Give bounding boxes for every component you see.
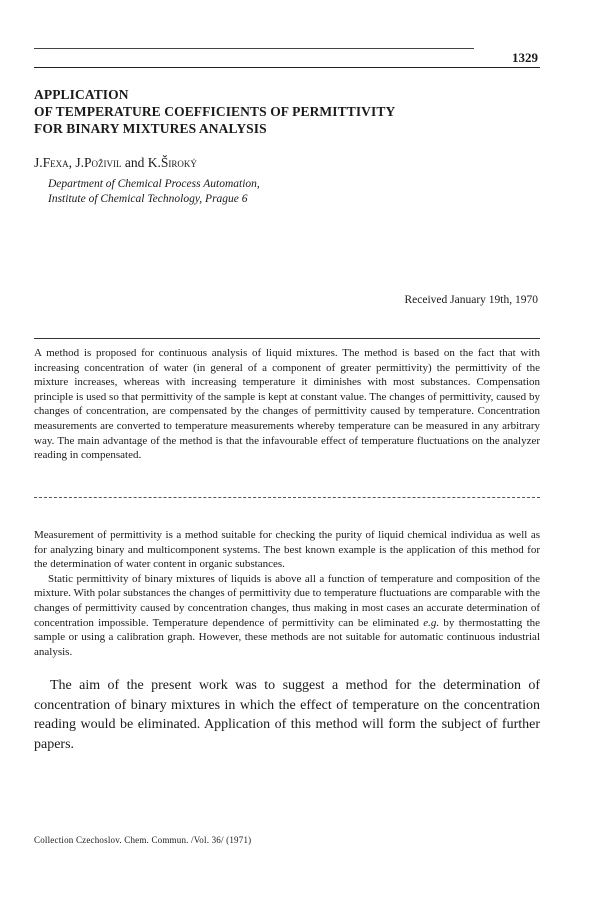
paragraph-1: Measurement of permittivity is a method suitable for checking the purity of liquid chemical individua as well as for analyzing binary and multicomponent systems. The best known example is the application of this method for the determination of water content in organic substances.: [34, 529, 540, 571]
author-2-initial: J.: [75, 155, 85, 170]
paragraph-2: [34, 572, 540, 660]
author-separator-2: and: [121, 155, 148, 170]
paragraph-3: The aim of the present work was to suggest a method for the determination of concentration of binary mixtures in which the effect of temperature on the concentration reading would be eliminated. Application of this method will form the subject of further papers.: [34, 678, 540, 752]
paragraph-2-start: Static permittivity of binary mixtures of liquids is above all a function of temperature and composition of the mixture. With polar substances the changes of permittivity due to temperature fluctuations are comparable with the changes of permittivity caused by concentration changes, thus making in most cases an accurate determination of concentration impossible. Temperature dependence of permittivity can be eliminated: [34, 572, 540, 629]
abstract-top-rule: [34, 338, 540, 339]
introduction-text: [34, 528, 540, 659]
journal-footer: Collection Czechoslov. Chem. Commun. /Vol. 36/ (1971): [34, 835, 252, 845]
affiliation: [48, 177, 260, 207]
author-list: [34, 155, 197, 171]
received-date: Received January 19th, 1970: [404, 294, 538, 306]
affiliation-line-1: Department of Chemical Process Automation,: [48, 178, 260, 190]
paragraph-2-eg: e.g.: [423, 616, 440, 629]
affiliation-line-2: Institute of Chemical Technology, Prague 6: [48, 193, 248, 205]
header-rule-left: [34, 48, 474, 49]
author-3-surname: Široký: [160, 155, 197, 170]
header-rule: [34, 67, 540, 68]
title-line-3: FOR BINARY MIXTURES ANALYSIS: [34, 121, 267, 136]
title-line-2: OF TEMPERATURE COEFFICIENTS OF PERMITTIVITY: [34, 104, 396, 119]
author-2-surname: Poživil: [84, 155, 122, 170]
abstract-bottom-rule: [34, 497, 540, 498]
page-number: 1329: [512, 50, 538, 65]
title-line-1: APPLICATION: [34, 87, 129, 102]
author-3-initial: K.: [147, 155, 161, 170]
author-1-initial: J.: [34, 155, 43, 170]
article-title: [34, 86, 554, 137]
abstract-text: A method is proposed for continuous analysis of liquid mixtures. The method is based on the fact that with increasing concentration of water (in general of a component of greater permittivity) the permittivity of the mixture increases, whereas with increasing temperature it diminishes with most substances. Compensation principle is used so that permittivity of the sample is kept at constant value. The changes of permittivity, caused by changes of concentration, are compensated by the changes of permittivity caused by temperature. Concentration measurements are converted to temperature measurements whereby temperature can be measured in any arbitrary way. The main advantage of the method is that the infavourable effect of temperature fluctuations on the analyzer reading in compensated.: [34, 347, 540, 462]
author-1-surname: Fexa: [42, 155, 69, 170]
author-separator-1: ,: [68, 155, 76, 170]
paragraph-2-end: by thermostatting the sample or using a calibration graph. However, these methods are not suitable for automatic continuous industrial analysis.: [34, 616, 541, 658]
